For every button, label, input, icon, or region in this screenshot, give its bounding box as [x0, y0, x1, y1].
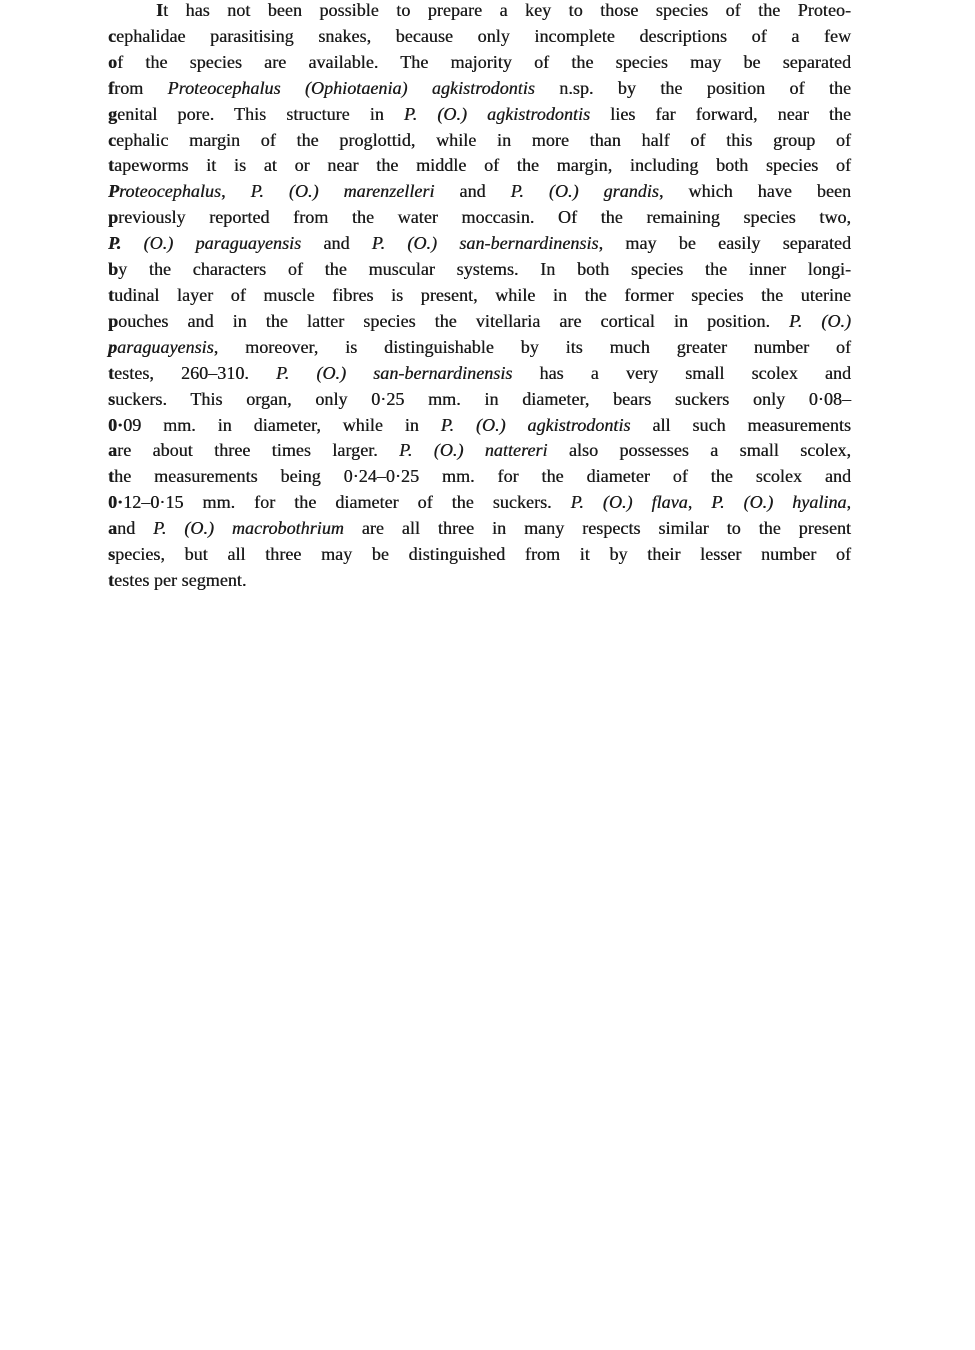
species-name-italic: P. (O.) grandis	[510, 181, 659, 202]
species-name-italic: P. (O.) san-bernardinensis	[275, 362, 513, 383]
text-line	[108, 438, 851, 464]
text-line	[108, 413, 851, 439]
text-line	[108, 516, 851, 542]
species-name-italic: Proteocephalus (Ophiotaenia) agkistrodontis	[167, 77, 535, 98]
text-segment: 0·12–0·15 mm. for the diameter of the suckers.	[108, 492, 571, 513]
text-line	[108, 153, 851, 179]
text-segment: species, but all three may be distinguished from it by their lesser number of	[108, 544, 851, 565]
species-name-italic: P. (O.) agkistrodontis	[440, 414, 631, 435]
text-segment: cephalidae parasitising snakes, because only incomplete descriptions of a few	[108, 25, 851, 46]
text-line	[108, 205, 851, 231]
species-name-italic: P. (O.) hyalina	[711, 492, 847, 513]
text-segment: of the species are available. The majority of the species may be separated	[108, 51, 851, 72]
body-paragraph	[108, 0, 851, 594]
text-segment: all such measurements	[630, 414, 851, 435]
text-line	[108, 231, 851, 257]
text-segment: 0·09 mm. in diameter, while in	[108, 414, 441, 435]
species-name-italic: P. (O.) nattereri	[399, 440, 548, 461]
species-name-italic: P. (O.) san-bernardinensis	[371, 233, 599, 254]
text-segment: are all three in many respects similar to the present	[343, 518, 851, 539]
text-segment: and	[108, 518, 154, 539]
text-line	[108, 335, 851, 361]
text-segment: tapeworms it is at or near the middle of the margin, including both species of	[108, 155, 851, 176]
species-name-italic: P. (O.) macrobothrium	[153, 518, 344, 539]
text-segment: has a very small scolex and	[512, 362, 852, 383]
text-line	[108, 257, 851, 283]
text-segment: , may be easily separated	[598, 233, 851, 254]
text-segment: ,	[221, 181, 251, 202]
text-segment: the measurements being 0·24–0·25 mm. for the diameter of the scolex and	[108, 466, 851, 487]
text-segment: pouches and in the latter species the vitellaria are cortical in position.	[108, 310, 789, 331]
text-line	[108, 0, 851, 24]
text-segment: genital pore. This structure in	[108, 103, 404, 124]
text-line	[108, 361, 851, 387]
species-name-italic: P. (O.) marenzelleri	[250, 181, 435, 202]
text-line	[108, 102, 851, 128]
text-segment: and	[301, 233, 372, 254]
text-line	[108, 464, 851, 490]
text-line	[108, 179, 851, 205]
text-segment: from	[108, 77, 168, 98]
text-line	[108, 283, 851, 309]
text-segment: by the characters of the muscular systems. In both species the inner longi-	[108, 259, 851, 280]
text-segment: n.sp. by the position of the	[534, 77, 851, 98]
species-name-italic: P. (O.) paraguayensis	[108, 233, 302, 254]
species-name-italic: P. (O.) agkistrodontis	[403, 103, 591, 124]
text-line	[108, 50, 851, 76]
text-segment: ,	[687, 492, 712, 513]
text-segment: suckers. This organ, only 0·25 mm. in diameter, bears suckers only 0·08–	[108, 388, 851, 409]
text-line	[108, 387, 851, 413]
text-segment: are about three times larger.	[108, 440, 400, 461]
species-name-italic: P. (O.) flava	[570, 492, 688, 513]
text-line	[108, 24, 851, 50]
text-line	[108, 490, 851, 516]
species-name-italic: paraguayensis	[108, 336, 214, 357]
text-segment: previously reported from the water moccasin. Of the remaining species two,	[108, 207, 851, 228]
species-name-italic: Proteocephalus	[108, 181, 222, 202]
text-segment: , moreover, is distinguishable by its much greater number of	[213, 336, 851, 357]
text-segment: testes, 260–310.	[108, 362, 276, 383]
text-line	[108, 568, 851, 594]
text-segment: lies far forward, near the	[590, 103, 851, 124]
text-line	[108, 128, 851, 154]
text-segment: cephalic margin of the proglottid, while in more than half of this group of	[108, 129, 851, 150]
text-segment: also possesses a small scolex,	[547, 440, 851, 461]
text-line	[108, 309, 851, 335]
text-line	[108, 76, 851, 102]
text-segment: tudinal layer of muscle fibres is present, while in the former species the uterine	[108, 284, 851, 305]
text-segment: It has not been possible to prepare a key to those species of the Proteo-	[156, 0, 851, 20]
species-name-italic: P. (O.)	[788, 310, 851, 331]
text-segment: testes per segment.	[108, 569, 247, 590]
text-segment: , which have been	[658, 181, 851, 202]
text-line	[108, 542, 851, 568]
text-segment: ,	[846, 492, 852, 513]
text-segment: and	[434, 181, 511, 202]
